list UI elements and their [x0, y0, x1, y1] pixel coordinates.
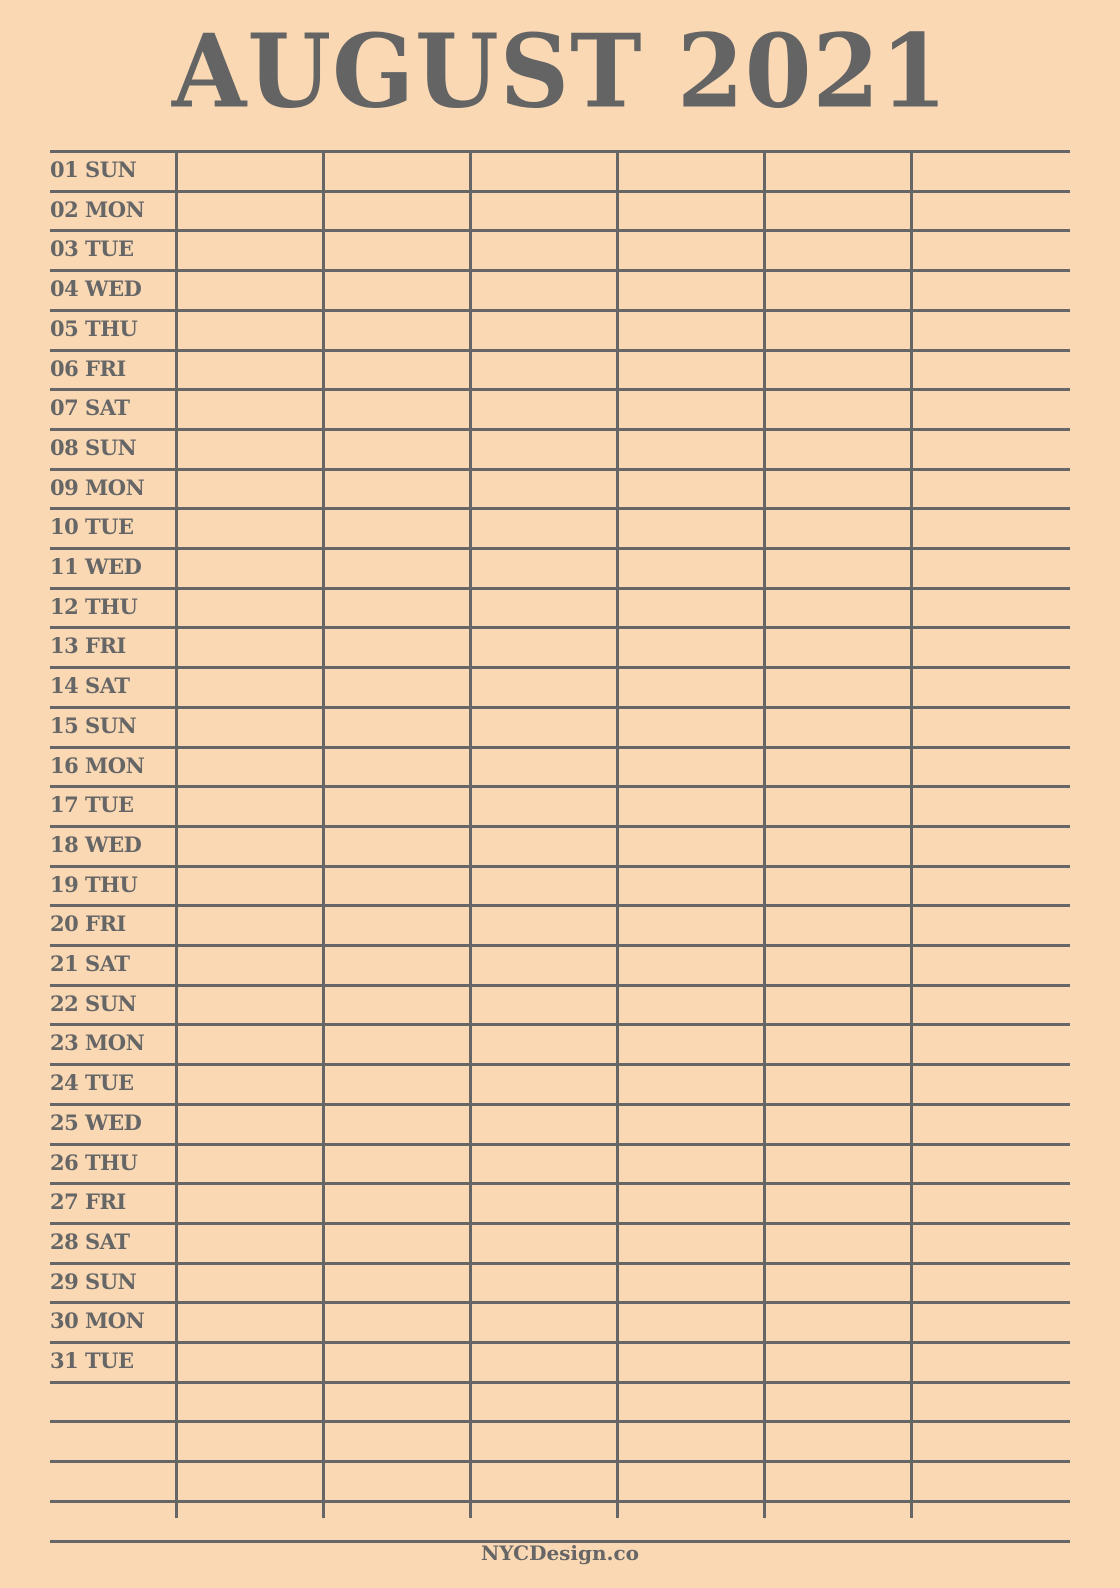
row-divider	[50, 666, 1070, 669]
column-divider	[175, 150, 178, 1518]
row-divider	[50, 309, 1070, 312]
column-divider	[322, 150, 325, 1518]
row-divider	[50, 785, 1070, 788]
row-divider	[50, 547, 1070, 550]
row-divider	[50, 388, 1070, 391]
row-divider	[50, 1063, 1070, 1066]
day-label: 04 WED	[50, 276, 142, 301]
day-label: 03 TUE	[50, 236, 134, 261]
day-label: 29 SUN	[50, 1269, 137, 1294]
day-label: 02 MON	[50, 197, 145, 222]
day-label: 22 SUN	[50, 991, 137, 1016]
row-divider	[50, 944, 1070, 947]
day-label: 15 SUN	[50, 713, 137, 738]
row-divider	[50, 428, 1070, 431]
day-label: 11 WED	[50, 554, 142, 579]
day-label: 17 TUE	[50, 792, 134, 817]
row-divider	[50, 1460, 1070, 1463]
day-label: 24 TUE	[50, 1070, 134, 1095]
row-divider	[50, 1500, 1070, 1503]
day-label: 28 SAT	[50, 1229, 130, 1254]
row-divider	[50, 1023, 1070, 1026]
row-divider	[50, 1420, 1070, 1423]
column-divider	[910, 150, 913, 1518]
day-label: 07 SAT	[50, 395, 130, 420]
row-divider	[50, 984, 1070, 987]
day-label: 27 FRI	[50, 1189, 126, 1214]
day-label: 31 TUE	[50, 1348, 134, 1373]
day-label: 18 WED	[50, 832, 142, 857]
row-divider	[50, 1262, 1070, 1265]
row-divider	[50, 507, 1070, 510]
row-divider	[50, 904, 1070, 907]
row-divider	[50, 150, 1070, 153]
day-label: 09 MON	[50, 475, 145, 500]
row-divider	[50, 706, 1070, 709]
day-label: 20 FRI	[50, 911, 126, 936]
row-divider	[50, 190, 1070, 193]
row-divider	[50, 1103, 1070, 1106]
day-label: 25 WED	[50, 1110, 142, 1135]
day-label: 05 THU	[50, 316, 138, 341]
row-divider	[50, 1182, 1070, 1185]
day-label: 26 THU	[50, 1150, 138, 1175]
day-label: 06 FRI	[50, 356, 126, 381]
page-title: AUGUST 2021	[171, 12, 949, 131]
column-divider	[469, 150, 472, 1518]
row-divider	[50, 1222, 1070, 1225]
day-label: 23 MON	[50, 1030, 145, 1055]
day-label: 08 SUN	[50, 435, 137, 460]
day-label: 10 TUE	[50, 514, 134, 539]
row-divider	[50, 229, 1070, 232]
row-divider	[50, 746, 1070, 749]
row-divider	[50, 269, 1070, 272]
day-label: 16 MON	[50, 753, 145, 778]
row-divider	[50, 865, 1070, 868]
row-divider	[50, 1143, 1070, 1146]
footer-credit: NYCDesign.co	[480, 1541, 640, 1565]
day-label: 19 THU	[50, 872, 138, 897]
day-label: 01 SUN	[50, 157, 137, 182]
row-divider	[50, 587, 1070, 590]
row-divider	[50, 1301, 1070, 1304]
row-divider	[50, 468, 1070, 471]
day-label: 30 MON	[50, 1308, 145, 1333]
column-divider	[763, 150, 766, 1518]
row-divider	[50, 1341, 1070, 1344]
day-label: 21 SAT	[50, 951, 130, 976]
row-divider	[50, 825, 1070, 828]
row-divider	[50, 349, 1070, 352]
day-label: 13 FRI	[50, 633, 126, 658]
row-divider	[50, 626, 1070, 629]
column-divider	[616, 150, 619, 1518]
day-label: 12 THU	[50, 594, 138, 619]
day-label: 14 SAT	[50, 673, 130, 698]
row-divider	[50, 1381, 1070, 1384]
